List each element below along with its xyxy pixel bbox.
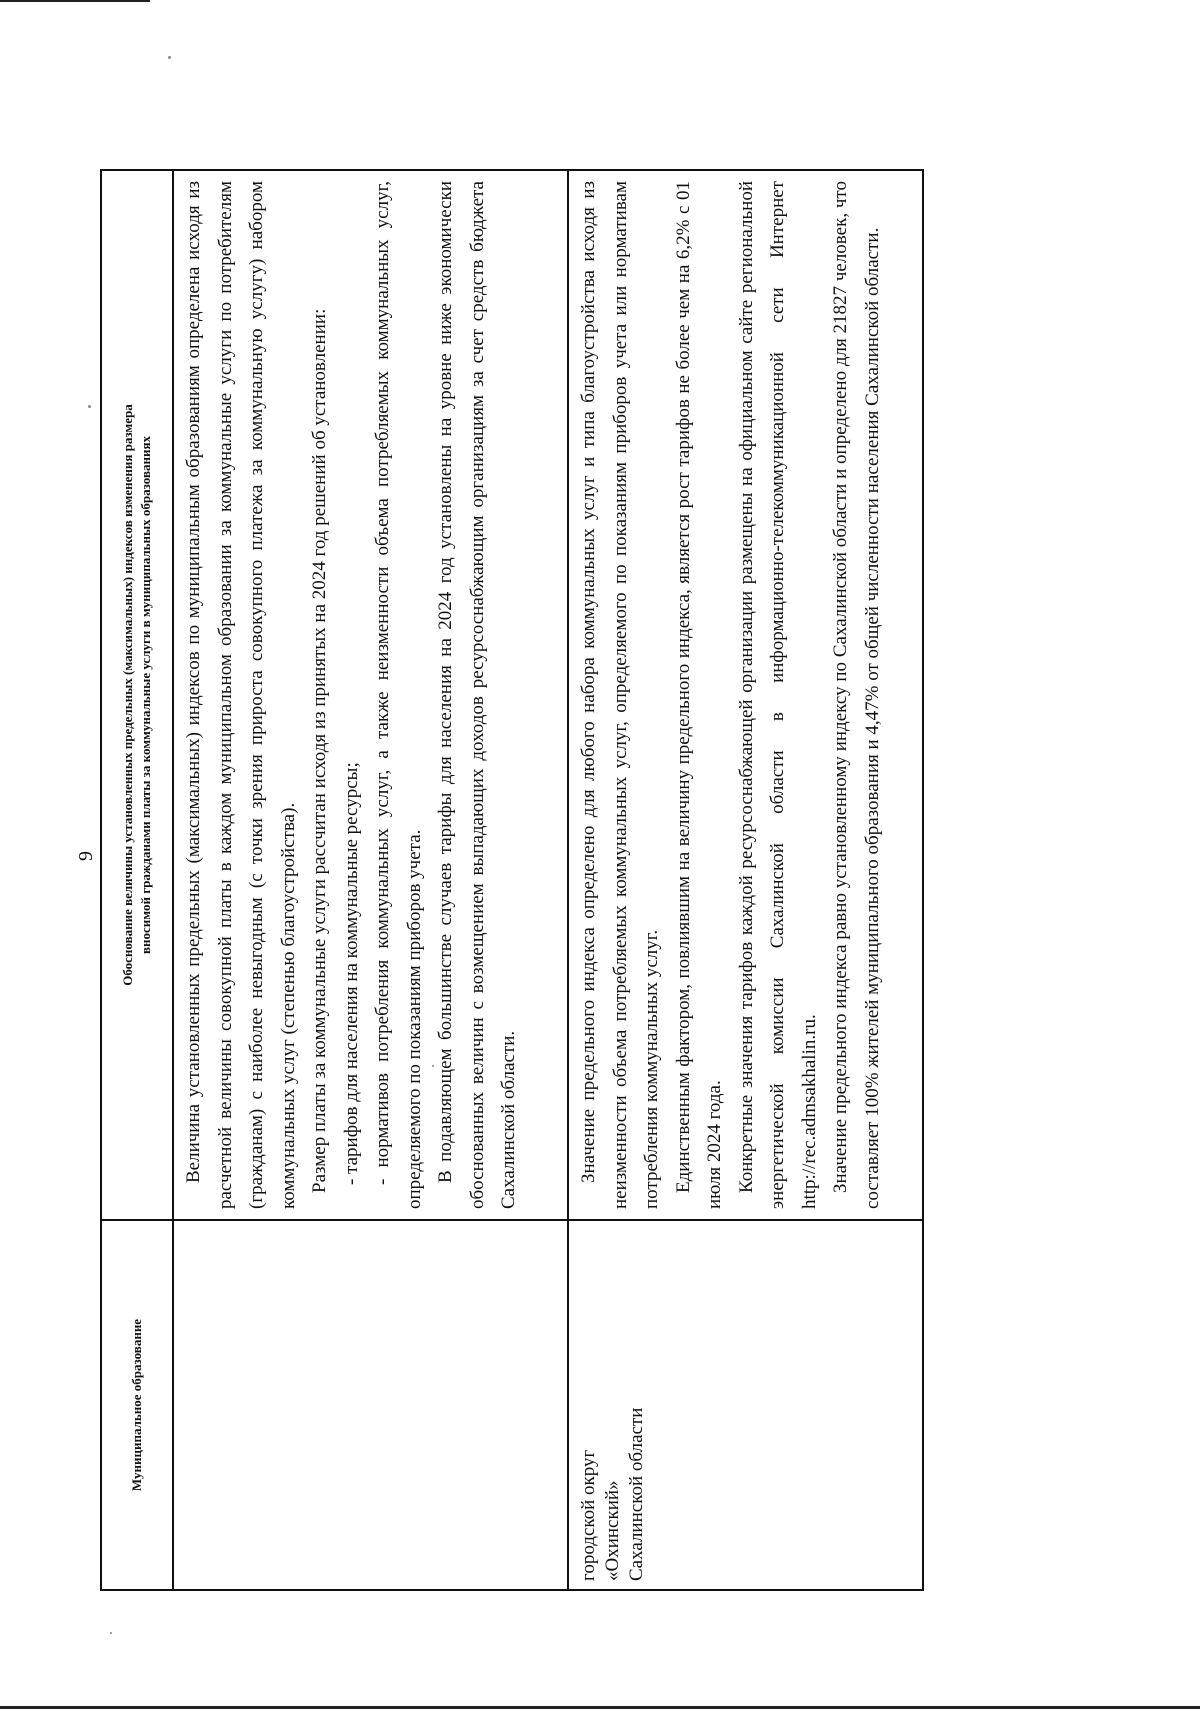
table-row <box>568 170 923 1590</box>
paragraph: Единственным фактором, повлиявшим на величину предельного индекса, является рост тарифов не более чем на 6,2% с 01 июля 2024 года. <box>672 181 725 1209</box>
list-item: - нормативов потребления коммунальных услуг, а также неизменности объема потребляемых коммунальных услуг, определяемого по показаниям приборов учета. <box>372 181 425 1209</box>
paragraph: Размер платы за коммунальные услуги рассчитан исходя из принятых на 2024 год решений об установлении: <box>309 308 330 1193</box>
header-justification-line1: Обоснование величины установленных предельных (максимальных) индексов изменения размера <box>120 404 135 986</box>
paragraph: Значение предельного индекса определено для любого набора коммунальных услуг и типа благоустройства исходя из неизменности объема потребляемых коммунальных услуг, определяемого по показаниям приборов учета или нормативам потребления коммунальных услуг. <box>578 181 662 1209</box>
header-justification-line2: вносимой гражданами платы за коммунальные услуги в муниципальных образованиях <box>138 436 153 954</box>
justification-cell <box>568 170 923 1220</box>
municipality-line: Сахалинской области <box>626 1407 647 1581</box>
justification-cell <box>173 170 568 1220</box>
municipality-line: «Охинский» <box>602 1480 623 1581</box>
header-municipality: Муниципальное образование <box>101 1220 173 1590</box>
municipality-cell-empty <box>173 1220 568 1590</box>
paragraph: Конкретные значения тарифов каждой ресурсоснабжающей организации размещены на официальном сайте региональной энергетической комиссии Сахалинской области в информационно-телекоммуникационной сети Интернет http://rec.admsakhalin.ru. <box>735 181 820 1209</box>
table-row <box>173 170 568 1590</box>
justification-table <box>100 169 924 1591</box>
paragraph: Значение предельного индекса равно установленному индексу по Сахалинской области и определено для 21827 человек, что составляет 100% жителей муниципального образования и 4,47% от общей численности населения Сахалинской области. <box>830 181 883 1209</box>
paragraph: Величина установленных предельных (максимальных) индексов по муниципальным образованиям определена исходя из расчетной величины совокупной платы в каждом муниципальном образовании за коммунальные услуги по потребителям (гражданам) с наиболее невыгодным (с точки зрения прироста совокупного платежа за коммунальную услугу) набором коммунальных услуг (степенью благоустройства). <box>183 181 299 1209</box>
header-justification <box>101 170 173 1220</box>
municipality-cell <box>568 1220 923 1590</box>
page-number: 9 <box>75 851 97 861</box>
list-item: - тарифов для населения на коммунальные ресурсы; <box>340 762 362 1185</box>
municipality-line: городской округ <box>578 1449 599 1581</box>
table-header-row <box>101 170 173 1590</box>
paragraph: В подавляющем большинстве случаев тарифы для населения на 2024 год установлены на уровне ниже экономически обоснованных величин с возмещением выпадающих доходов ресурсоснабжающим организациям за счет средств бюджета Сахалинской области. <box>435 181 519 1209</box>
